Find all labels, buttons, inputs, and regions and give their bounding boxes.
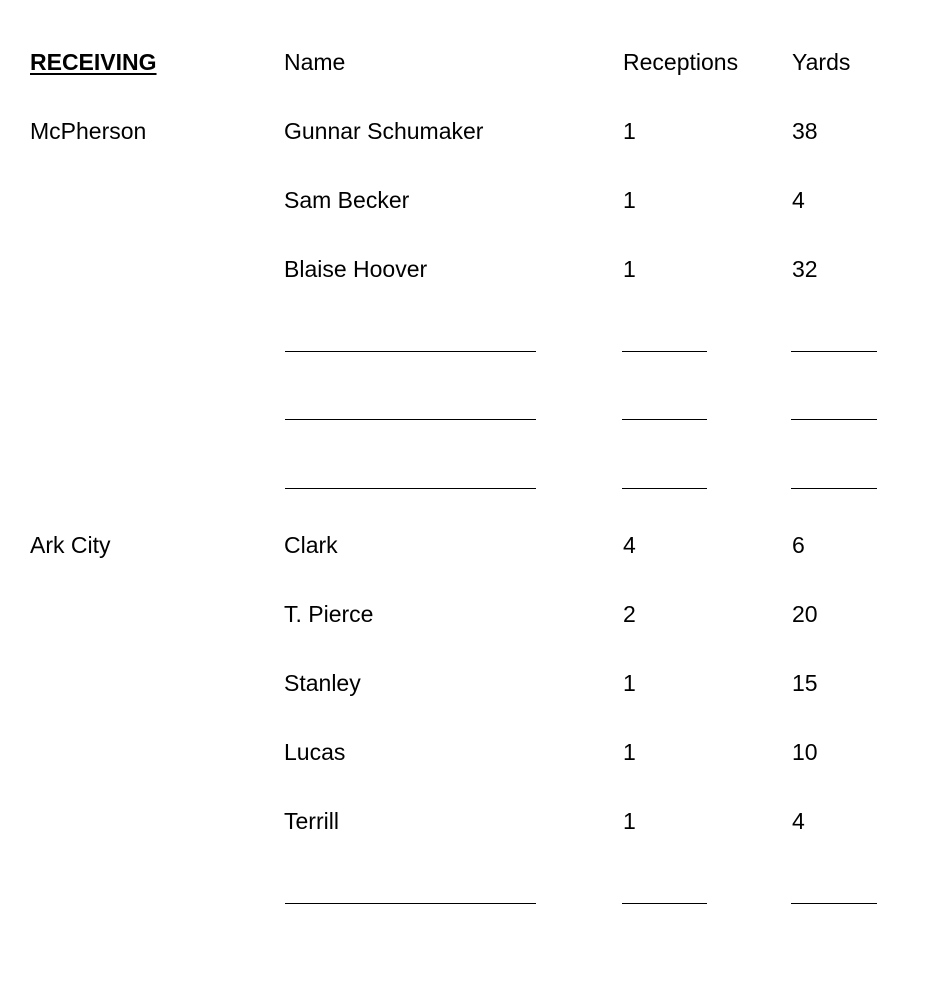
receptions-value: 1 — [623, 256, 636, 282]
receptions-value: 1 — [623, 187, 636, 213]
yards-value: 20 — [792, 601, 818, 627]
stat-row — [0, 738, 934, 807]
receptions-value: 2 — [623, 601, 636, 627]
player-name: Blaise Hoover — [284, 256, 428, 282]
stat-row — [0, 669, 934, 738]
blank-row — [0, 399, 934, 468]
column-header-receptions: Receptions — [623, 49, 739, 75]
blank-name-line — [285, 488, 536, 489]
stat-row — [0, 186, 934, 255]
section-heading: RECEIVING — [30, 49, 157, 75]
player-name: Sam Becker — [284, 187, 410, 213]
blank-name-line — [285, 351, 536, 352]
yards-value: 32 — [792, 256, 818, 282]
stat-row — [0, 600, 934, 669]
blank-yards-line — [791, 351, 877, 352]
yards-value: 38 — [792, 118, 818, 144]
receptions-value: 1 — [623, 808, 636, 834]
blank-receptions-line — [622, 351, 707, 352]
blank-receptions-line — [622, 903, 707, 904]
blank-receptions-line — [622, 488, 707, 489]
column-header-yards: Yards — [792, 49, 851, 75]
blank-yards-line — [791, 903, 877, 904]
stat-row — [0, 807, 934, 876]
receptions-value: 4 — [623, 532, 636, 558]
yards-value: 4 — [792, 187, 805, 213]
blank-name-line — [285, 419, 536, 420]
blank-row — [0, 883, 934, 952]
stat-row — [0, 117, 934, 186]
yards-value: 6 — [792, 532, 805, 558]
player-name: Clark — [284, 532, 338, 558]
blank-row — [0, 468, 934, 537]
team-name: McPherson — [30, 118, 147, 144]
receptions-value: 1 — [623, 670, 636, 696]
blank-name-line — [285, 903, 536, 904]
player-name: Lucas — [284, 739, 346, 765]
receptions-value: 1 — [623, 739, 636, 765]
blank-receptions-line — [622, 419, 707, 420]
team-name: Ark City — [30, 532, 111, 558]
player-name: Terrill — [284, 808, 339, 834]
column-header-name: Name — [284, 49, 346, 75]
blank-yards-line — [791, 488, 877, 489]
player-name: T. Pierce — [284, 601, 374, 627]
yards-value: 15 — [792, 670, 818, 696]
stat-row — [0, 255, 934, 324]
receptions-value: 1 — [623, 118, 636, 144]
yards-value: 4 — [792, 808, 805, 834]
yards-value: 10 — [792, 739, 818, 765]
player-name: Gunnar Schumaker — [284, 118, 484, 144]
player-name: Stanley — [284, 670, 361, 696]
stat-row — [0, 531, 934, 600]
blank-row — [0, 331, 934, 400]
header-row — [0, 48, 934, 117]
blank-yards-line — [791, 419, 877, 420]
